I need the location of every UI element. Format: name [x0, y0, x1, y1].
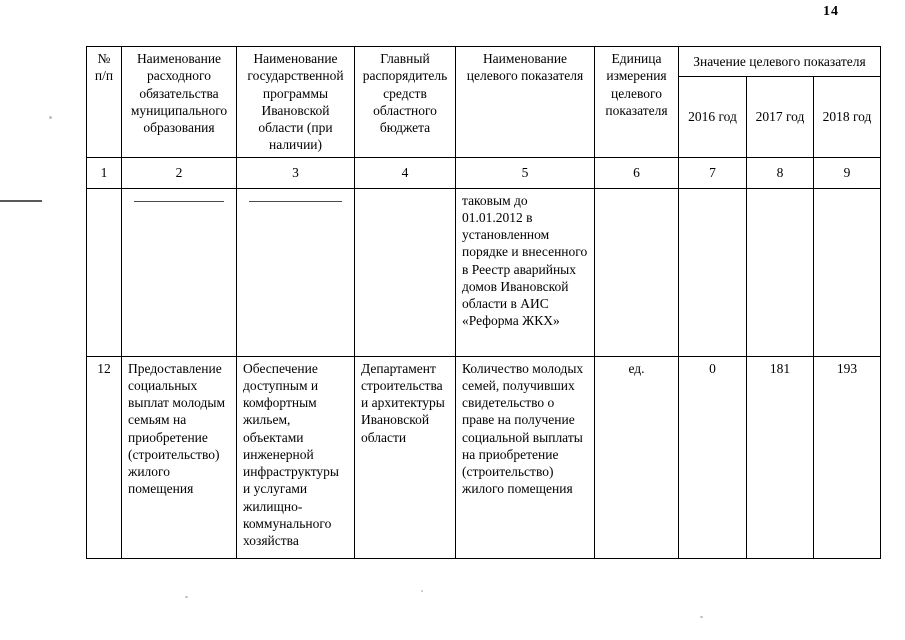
scan-speck — [49, 116, 52, 119]
numbering-cell: 8 — [747, 157, 814, 188]
cell-unit: ед. — [595, 356, 679, 558]
margin-dash-mark — [0, 200, 42, 202]
col-header-num: № п/п — [87, 47, 122, 158]
cell-administrator — [355, 188, 456, 356]
numbering-cell: 6 — [595, 157, 679, 188]
numbering-cell: 7 — [679, 157, 747, 188]
scan-speck — [700, 616, 703, 618]
cell-unit — [595, 188, 679, 356]
cell-value-2018 — [814, 188, 881, 356]
col-header-indicator: Наименование целевого показателя — [456, 47, 595, 158]
numbering-cell: 4 — [355, 157, 456, 188]
numbering-cell: 3 — [237, 157, 355, 188]
col-header-program: Наименование государственной программы Ивановской области (при наличии) — [237, 47, 355, 158]
table-row-continuation — [87, 188, 881, 356]
cell-expense — [122, 188, 237, 356]
col-header-administrator: Главный распорядитель средств областного бюджета — [355, 47, 456, 158]
indicators-table — [86, 46, 881, 559]
col-header-2016: 2016 год — [679, 77, 747, 157]
table-row-12 — [87, 356, 881, 558]
col-header-unit: Единица измерения целевого показателя — [595, 47, 679, 158]
dash-placeholder — [134, 201, 224, 202]
scan-speck — [421, 590, 423, 592]
cell-administrator: Департамент строительства и архитектуры Ивановской области — [355, 356, 456, 558]
cell-program: Обеспечение доступным и комфортным жильем, объектами инженерной инфраструктуры и услугами жилищно-коммунального хозяйства — [237, 356, 355, 558]
numbering-cell: 9 — [814, 157, 881, 188]
cell-program — [237, 188, 355, 356]
numbering-cell: 5 — [456, 157, 595, 188]
cell-indicator: таковым до 01.01.2012 в установленном порядке и внесенного в Реестр аварийных домов Ивановской области в АИС «Реформа ЖКХ» — [456, 188, 595, 356]
cell-value-2018: 193 — [814, 356, 881, 558]
cell-indicator: Количество молодых семей, получивших свидетельство о праве на получение социальной выплаты на приобретение (строительство) жилого помещения — [456, 356, 595, 558]
page-number: 14 — [823, 4, 839, 19]
cell-value-2017 — [747, 188, 814, 356]
column-numbering-row — [87, 157, 881, 188]
col-header-2018: 2018 год — [814, 77, 881, 157]
cell-num: 12 — [87, 356, 122, 558]
col-header-value-group: Значение целевого показателя — [679, 47, 881, 77]
scan-speck — [185, 596, 188, 598]
cell-value-2016: 0 — [679, 356, 747, 558]
cell-value-2017: 181 — [747, 356, 814, 558]
numbering-cell: 2 — [122, 157, 237, 188]
col-header-expense: Наименование расходного обязательства муниципального образования — [122, 47, 237, 158]
numbering-cell: 1 — [87, 157, 122, 188]
cell-expense: Предоставление социальных выплат молодым семьям на приобретение (строительство) жилого помещения — [122, 356, 237, 558]
dash-placeholder — [249, 201, 341, 202]
cell-value-2016 — [679, 188, 747, 356]
cell-num — [87, 188, 122, 356]
col-header-2017: 2017 год — [747, 77, 814, 157]
header-row — [87, 47, 881, 77]
